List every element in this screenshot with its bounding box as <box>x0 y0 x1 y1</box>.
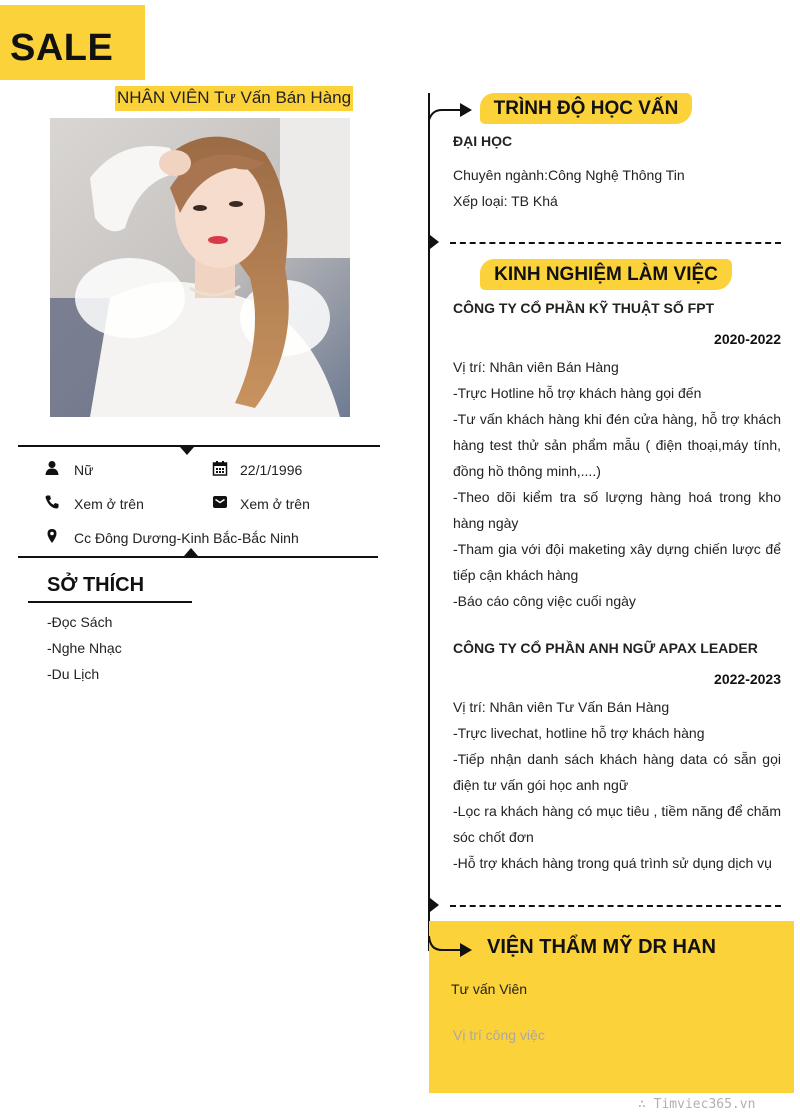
job-line: -Tham gia với đội maketing xây dựng chiến lược để tiếp cận khách hàng <box>453 541 781 583</box>
job-line: -Trực Hotline hỗ trợ khách hàng gọi đến <box>453 385 702 401</box>
extra-heading: VIỆN THẨM MỸ DR HAN <box>487 936 716 958</box>
arrow-right-icon <box>428 936 474 962</box>
arrow-right-icon <box>428 98 474 122</box>
job-line: Vị trí: Nhân viên Tư Vấn Bán Hàng <box>453 699 670 715</box>
info-bottom-rule <box>18 556 378 558</box>
sale-badge <box>0 5 145 80</box>
timeline-line <box>428 93 430 951</box>
education-heading: TRÌNH ĐỘ HỌC VẤN <box>493 97 679 119</box>
watermark: ∴ Timviec365.vn <box>638 1097 756 1112</box>
info-bottom-pointer-icon <box>184 548 198 556</box>
profile-photo <box>50 118 350 417</box>
job-line: Vị trí: Nhân viên Bán Hàng <box>453 359 619 375</box>
experience-heading: KINH NGHIỆM LÀM VIỆC <box>494 263 718 285</box>
job-line: -Báo cáo công việc cuối ngày <box>453 593 636 609</box>
birthday-value: 22/1/1996 <box>240 462 303 478</box>
job-company: CÔNG TY CỔ PHẦN KỸ THUẬT SỐ FPT <box>453 300 715 316</box>
section-divider <box>450 242 781 244</box>
hobbies-underline <box>28 601 192 603</box>
job-line: -Lọc ra khách hàng có mục tiêu , tiềm năng để chăm sóc chốt đơn <box>453 803 781 845</box>
education-school: ĐẠI HỌC <box>453 133 513 149</box>
section-divider <box>450 905 781 907</box>
job-years: 2022-2023 <box>714 671 781 687</box>
job-line: -Theo dõi kiểm tra số lượng hàng hoá trong kho hàng ngày <box>453 489 781 531</box>
job-line: -Hỗ trợ khách hàng trong quá trình sử dụng dịch vụ <box>453 855 772 871</box>
job-company: CÔNG TY CỔ PHẦN ANH NGỮ APAX LEADER <box>453 640 758 656</box>
info-top-pointer-icon <box>180 447 194 455</box>
job-line: -Tiếp nhận danh sách khách hàng data có sẵn gọi điện tư vấn gói học anh ngữ <box>453 751 781 793</box>
phone-icon <box>44 494 60 510</box>
sale-label: SALE <box>10 27 114 69</box>
phone-value: Xem ở trên <box>74 496 144 512</box>
user-icon <box>44 460 60 476</box>
hobby-item: -Du Lịch <box>47 666 100 682</box>
calendar-icon <box>212 460 228 476</box>
email-value: Xem ở trên <box>240 496 310 512</box>
hobby-item: -Nghe Nhạc <box>47 640 122 656</box>
extra-position-placeholder: Vị trí công việc <box>453 1027 545 1043</box>
extra-role: Tư vấn Viên <box>451 981 528 997</box>
education-major: Chuyên ngành:Công Nghệ Thông Tin <box>453 167 685 183</box>
hobby-item: -Đọc Sách <box>47 614 113 630</box>
timeline-marker-icon <box>430 898 439 912</box>
job-title: NHÂN VIÊN Tư Vấn Bán Hàng <box>115 86 353 111</box>
timeline-marker-icon <box>430 235 439 249</box>
education-grade: Xếp loại: TB Khá <box>453 193 558 209</box>
gender-value: Nữ <box>74 462 94 478</box>
job-years: 2020-2022 <box>714 331 781 347</box>
info-top-rule <box>18 445 380 447</box>
address-value: Cc Đông Dương-Kinh Bắc-Bắc Ninh <box>74 530 299 546</box>
portrait-photo-icon <box>50 118 350 417</box>
email-icon <box>212 494 228 510</box>
hobbies-heading: SỞ THÍCH <box>47 574 145 596</box>
map-marker-icon <box>44 528 60 544</box>
job-line: -Tư vấn khách hàng khi đén cửa hàng, hỗ trợ khách hàng test thử sản phẩm mẫu ( điện thoại,máy tính, đồng hồ thông minh,....) <box>453 411 781 479</box>
job-line: -Trực livechat, hotline hỗ trợ khách hàng <box>453 725 705 741</box>
